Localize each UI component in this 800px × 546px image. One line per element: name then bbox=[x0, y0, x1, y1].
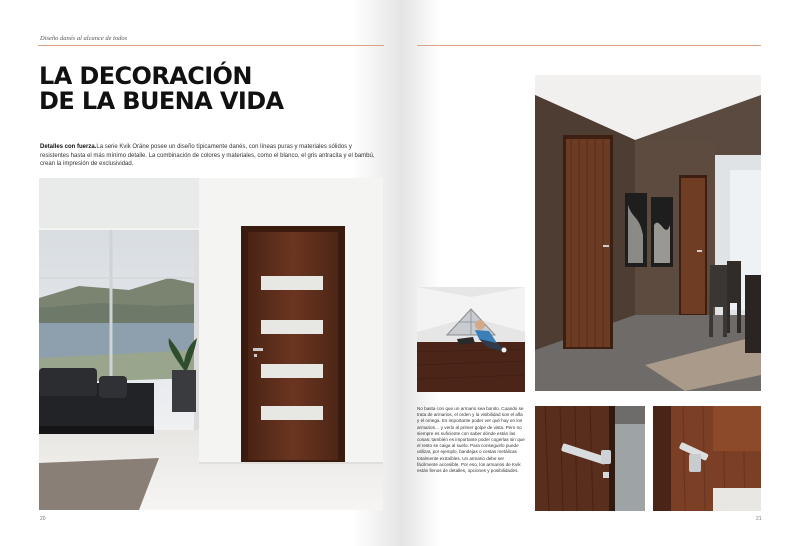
section-header: Diseño danés al alcance de todos bbox=[40, 35, 128, 42]
headline-line-1: LA DECORACIÓN bbox=[39, 62, 252, 90]
handle-illustration-1 bbox=[535, 406, 645, 511]
headline bbox=[39, 64, 284, 114]
handle-illustration-2 bbox=[653, 406, 761, 511]
hallway-photo bbox=[535, 75, 761, 391]
living-room-photo bbox=[39, 178, 383, 510]
intro-paragraph bbox=[40, 143, 380, 169]
page-number-right: 21 bbox=[756, 516, 762, 522]
hallway-illustration bbox=[535, 75, 761, 391]
header-rule bbox=[38, 45, 384, 46]
intro-lead: Detalles con fuerza. bbox=[40, 144, 97, 150]
right-page bbox=[400, 0, 800, 546]
handle-detail-photo-2 bbox=[653, 406, 761, 511]
intro-text: La serie Kvik Oräne posee un diseño típicamente danés, con líneas puras y materiales sólidos y resistentes hasta el más mínimo detalle. La combinación de colores y materiales, como el blanco, el gris antracita y el bambú, crean la impresión de exclusividad. bbox=[40, 144, 375, 167]
kid-on-floor-photo bbox=[417, 287, 525, 392]
living-room-illustration bbox=[39, 178, 383, 510]
page-number-left: 20 bbox=[40, 516, 46, 522]
header-rule-right bbox=[417, 45, 761, 46]
kid-illustration bbox=[417, 287, 525, 392]
handle-detail-photo-1 bbox=[535, 406, 645, 511]
caption-paragraph: No basta con que un armario sea bonito. Cuando se trata de armarios, el orden y la visibilidad son el alfa y el omega. Es importante poder ver qué hay en los armarios… y verlo al primer golpe de vista. Pero no siempre es suficiente con saber dónde están las cosas; también es importante poder cogerlas sin que el resto se caiga al suelo. Para conseguirlo puede utilizar, por ejemplo, bandejas o cestas metálicas totalmente extraíbles. Un armario debe ser fácilmente accesible. Por eso, los armarios de Kvik están llenos de detalles, opciones y posibilidades. bbox=[417, 406, 525, 474]
headline-line-2: DE LA BUENA VIDA bbox=[39, 87, 284, 115]
